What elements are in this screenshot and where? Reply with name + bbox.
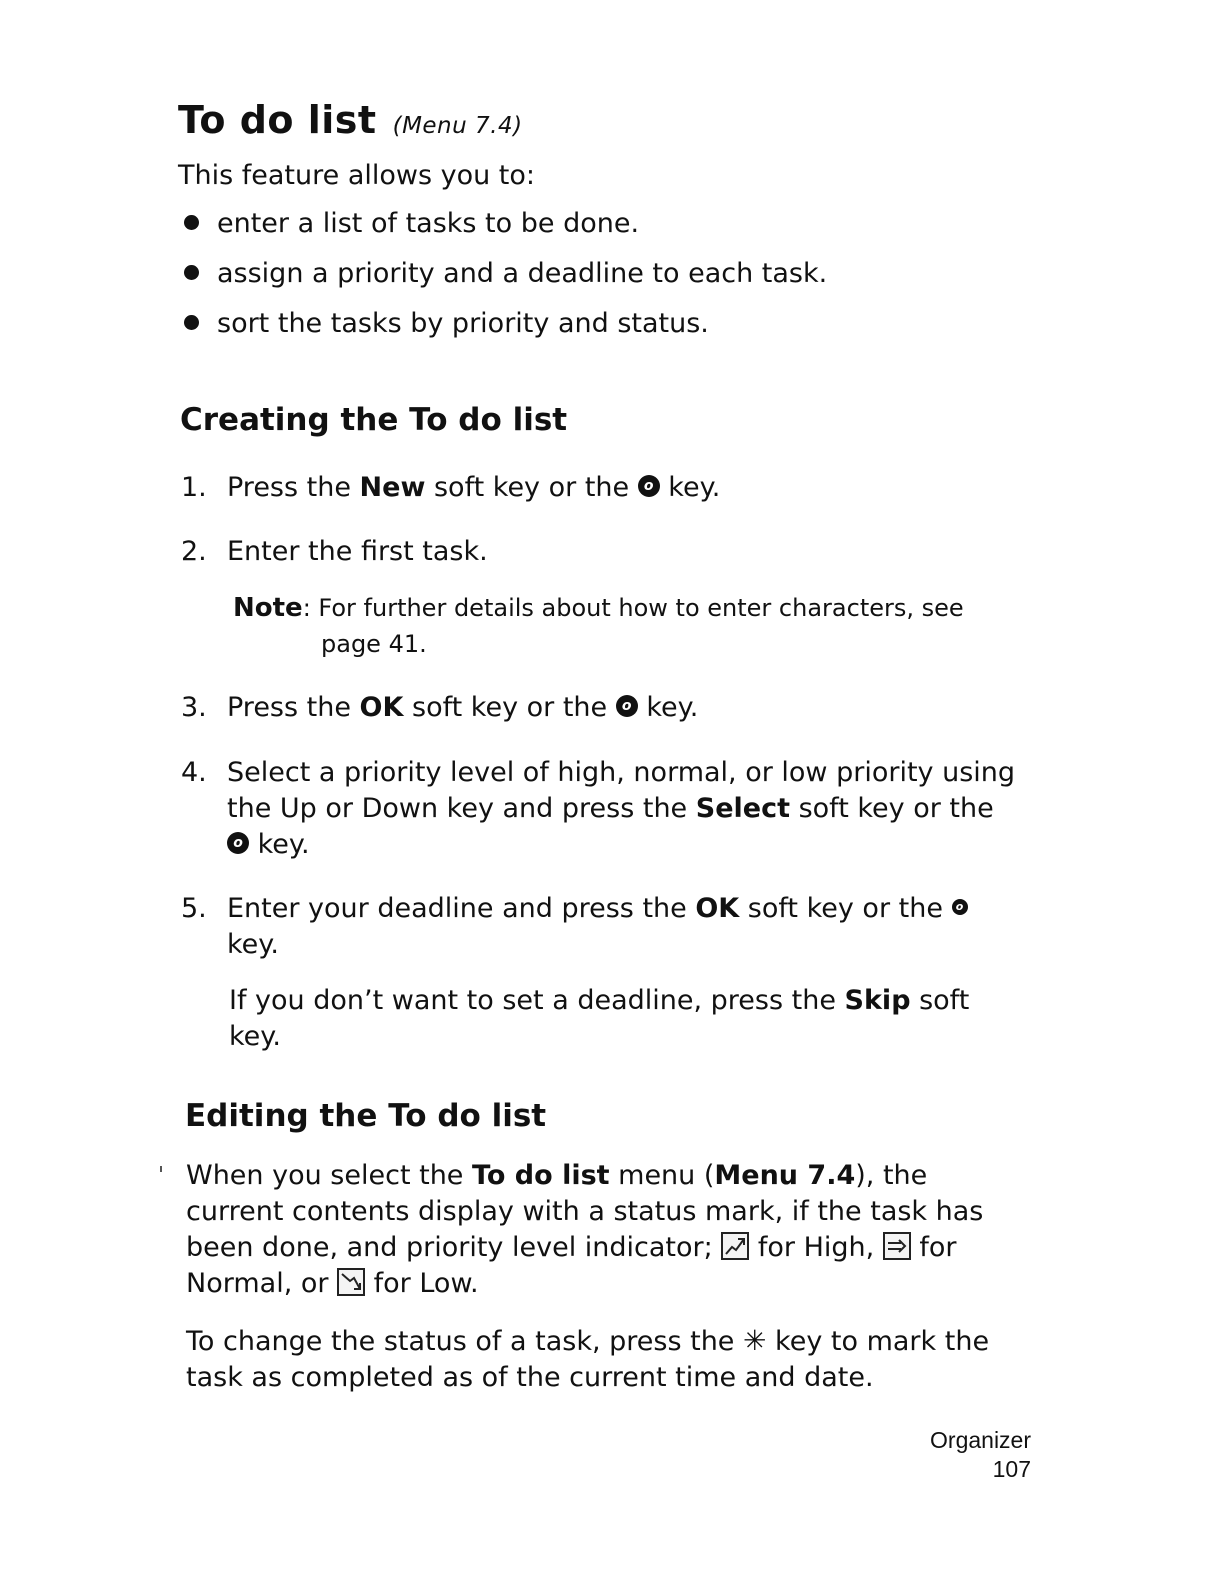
step-4-text: Select a priority level of high, normal, or low priority using the Up or Down key and press the Select soft key or the o key. <box>227 757 1016 860</box>
bullet-icon <box>184 265 199 280</box>
section-heading-editing: Editing the To do list <box>185 1098 547 1134</box>
step-5-text: Enter your deadline and press the OK soft key or the o key. <box>227 891 1027 963</box>
bullet-icon <box>184 315 199 330</box>
editing-paragraph-2: To change the status of a task, press the ✳ key to mark the task as completed as of the current time and date. <box>186 1324 990 1393</box>
section-heading-creating: Creating the To do list <box>180 402 568 438</box>
step-number: 1. <box>181 472 207 503</box>
title-text: To do list <box>178 98 377 142</box>
step-1-text: Press the New soft key or the o key. <box>227 472 721 503</box>
list-item: assign a priority and a deadline to each task. <box>184 258 827 289</box>
page-title <box>178 98 523 142</box>
page-number: 107 <box>992 1456 1031 1482</box>
skip-text: If you don’t want to set a deadline, press the Skip soft key. <box>229 985 970 1052</box>
priority-low-icon <box>337 1268 365 1296</box>
note-block: Note: For further details about how to enter characters, see page 41. <box>233 590 1033 662</box>
step-number: 4. <box>181 757 207 788</box>
editing-paragraph-1: When you select the To do list menu (Menu 7.4), the current contents display with a status mark, if the task has been done, and priority level indicator; for High, for Normal, or for Low. <box>186 1160 984 1299</box>
ok-key-icon: o <box>227 832 249 854</box>
note-label: Note <box>233 593 303 623</box>
priority-normal-icon <box>883 1232 911 1260</box>
list-item: enter a list of tasks to be done. <box>184 208 639 239</box>
ok-key-icon: o <box>952 899 968 915</box>
step-number: 2. <box>181 536 207 567</box>
title-menu-ref: (Menu 7.4) <box>392 113 523 139</box>
footer-section: Organizer <box>930 1427 1031 1453</box>
list-item: sort the tasks by priority and status. <box>184 308 709 339</box>
ok-key-icon: o <box>638 475 660 497</box>
note-page-ref: page 41. <box>321 630 427 658</box>
bullet-icon <box>184 215 199 230</box>
star-key-icon: ✳ <box>743 1324 767 1357</box>
scan-mark <box>160 1166 162 1172</box>
step-number: 3. <box>181 692 207 723</box>
step-3-text: Press the OK soft key or the o key. <box>227 692 699 723</box>
intro-text: This feature allows you to: <box>178 160 536 191</box>
step-2-text: Enter the first task. <box>227 536 488 567</box>
priority-high-icon <box>721 1232 749 1260</box>
page-footer <box>930 1426 1031 1484</box>
step-number: 5. <box>181 893 207 924</box>
ok-key-icon: o <box>616 695 638 717</box>
